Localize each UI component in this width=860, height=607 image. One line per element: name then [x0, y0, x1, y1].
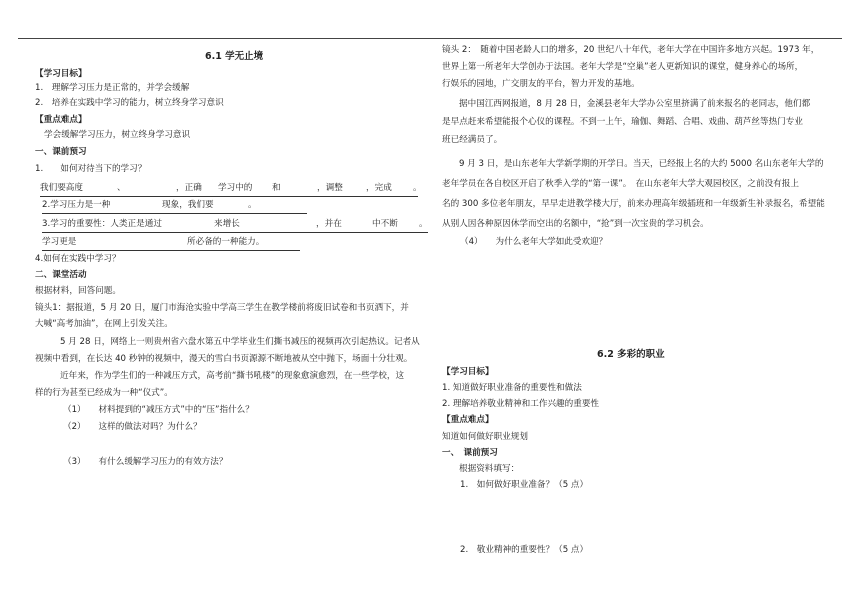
fill-text: 3.学习的重要性：人类正是通过	[42, 219, 162, 229]
fill-text: 现象，我们要	[162, 200, 214, 210]
goal-item: 2. 理解培养敬业精神和工作兴趣的重要性	[442, 399, 600, 409]
paragraph: 视频中看到，在长达 40 秒钟的视频中，漫天的雪白书页源源不断地被从空中抛下，场面十分壮观。	[35, 354, 413, 364]
fill-intro: 根据资料填写：	[459, 464, 520, 474]
fill-text: 。	[419, 219, 428, 229]
activity-header: 二、课堂活动	[35, 270, 87, 280]
page-title: 6.1 学无止境	[205, 51, 264, 62]
lens-2-text: 行娱乐的园地，广交朋友的平台，智力开发的基地。	[442, 79, 640, 89]
paragraph: 从别人因各种原因休学而空出的名额中，“抢”到一次宝贵的学习机会。	[442, 219, 709, 229]
fill-text: ，完成	[366, 183, 392, 193]
blank-underline	[42, 250, 300, 251]
preview-header: 一、课前预习	[35, 147, 87, 157]
goal-header: 【学习目标】	[442, 367, 494, 377]
blank-underline	[40, 196, 418, 197]
blank-underline	[42, 232, 428, 233]
fill-text: 来增长	[214, 219, 240, 229]
fill-text: 2.学习压力是一种	[42, 200, 111, 210]
section-title: 6.2 多彩的职业	[597, 349, 665, 360]
key-text: 知道如何做好职业规划	[442, 432, 528, 442]
sub-question: （3） 有什么缓解学习压力的有效方法？	[63, 457, 228, 467]
fill-text: 、	[117, 183, 126, 193]
fill-text: 。	[413, 183, 422, 193]
goal-item: 2. 培养在实践中学习的能力，树立终身学习意识	[35, 98, 224, 108]
question-1: 1. 如何对待当下的学习？	[35, 164, 147, 174]
lens-1-text: 镜头1：据报道，5 月 20 日，厦门市海沧实验中学高三学生在教学楼前将废旧试卷和书页洒下，并	[35, 303, 409, 313]
preview-header: 一、 课前预习	[442, 448, 498, 458]
prep-question-1: 1. 如何做好职业准备？（5 点）	[460, 480, 589, 490]
paragraph: 样的行为甚至已经成为一种“仪式”。	[35, 388, 173, 398]
paragraph: 是早点赶来希望能报个心仪的课程。不到一上午，瑜伽、舞蹈、合唱、戏曲、葫芦丝等热门专业	[442, 117, 803, 127]
goal-item: 1. 理解学习压力是正常的，并学会缓解	[35, 83, 190, 93]
fill-text: 。	[248, 200, 257, 210]
blank-underline	[42, 213, 307, 214]
paragraph: 名的 300 多位老年朋友，早早走进教学楼大厅，前来办理高年级插班和一年级新生补录报名，希望能	[442, 199, 825, 209]
top-rule	[18, 38, 842, 39]
paragraph: 9 月 3 日，是山东老年大学新学期的开学日。当天，已经报上名的大约 5000 名山东老年大学的	[459, 159, 824, 169]
goal-item: 1. 知道做好职业准备的重要性和做法	[442, 383, 582, 393]
paragraph: 近年来，作为学生们的一种减压方式，高考前“撕书吼楼”的现象愈演愈烈，在一些学校，这	[60, 371, 405, 381]
fill-text: 和	[272, 183, 281, 193]
paragraph: 老年学员在各自校区开启了秋季入学的“第一课”。 在山东老年大学大观园校区，之前没有报上	[442, 179, 799, 189]
fill-text: ，并在	[316, 219, 342, 229]
goal-header: 【学习目标】	[35, 69, 87, 79]
sub-question: （2） 这样的做法对吗？为什么？	[63, 422, 202, 432]
key-header: 【重点难点】	[442, 415, 494, 425]
fill-text: 学习更是	[42, 237, 77, 247]
lens-1-text: 大喊“高考加油”，在网上引发关注。	[35, 319, 173, 329]
lens-2-text: 镜头 2： 随着中国老龄人口的增多，20 世纪八十年代，老年大学在中国许多地方兴起。1973 年，	[442, 45, 820, 55]
key-header: 【重点难点】	[35, 115, 87, 125]
fill-text: ，正确	[176, 183, 202, 193]
fill-text: 中不断	[372, 219, 398, 229]
paragraph: 据中国江西网报道，8 月 28 日，金溪县老年大学办公室里挤满了前来报名的老同志，他们都	[459, 99, 811, 109]
fill-text: 所必备的一种能力。	[187, 237, 265, 247]
intro-text: 根据材料，回答问题。	[35, 286, 121, 296]
paragraph: 班已经满员了。	[442, 135, 503, 145]
key-text: 学会缓解学习压力，树立终身学习意识	[44, 130, 191, 140]
fill-text: 我们要高度	[40, 183, 83, 193]
paragraph: 5 月 28 日，网络上一则贵州省六盘水第五中学毕业生们撕书减压的视频再次引起热议。记者从	[60, 337, 420, 347]
question-4: 4.如何在实践中学习？	[35, 254, 121, 264]
sub-question: （4） 为什么老年大学如此受欢迎？	[460, 237, 608, 247]
lens-2-text: 世界上第一所老年大学创办于法国。老年大学是“空巢”老人更新知识的课堂，健身养心的场所，	[442, 62, 804, 72]
fill-text: ，调整	[317, 183, 343, 193]
sub-question: （1） 材料提到的“减压方式”中的“压”指什么？	[63, 405, 254, 415]
prep-question-2: 2. 敬业精神的重要性？（5 点）	[460, 545, 589, 555]
fill-text: 学习中的	[218, 183, 253, 193]
